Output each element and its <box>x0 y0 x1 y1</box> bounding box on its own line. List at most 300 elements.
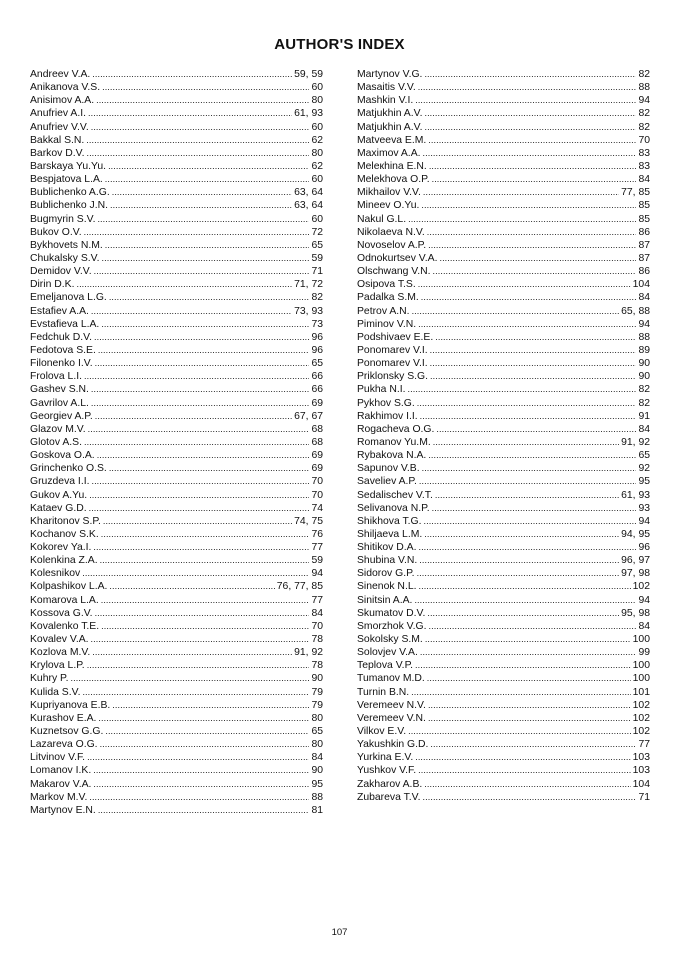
author-name: Bykhovets N.M. <box>30 239 103 251</box>
page-references: 77, 85 <box>621 187 650 199</box>
page-references: 88 <box>638 82 650 94</box>
author-name: Veremeev N.V. <box>357 699 426 711</box>
page-references: 71 <box>638 791 650 803</box>
dot-leader <box>86 147 309 160</box>
page-references: 68 <box>311 423 323 435</box>
page-references: 99 <box>638 647 650 659</box>
dot-leader <box>92 646 292 659</box>
index-entry <box>357 265 650 278</box>
dot-leader <box>98 712 309 725</box>
index-entry <box>357 436 650 449</box>
dot-leader <box>93 778 309 791</box>
dot-leader <box>419 475 637 488</box>
dot-leader <box>105 239 310 252</box>
dot-leader <box>417 567 620 580</box>
dot-leader <box>418 81 637 94</box>
index-entry <box>357 712 650 725</box>
author-name: Emeljanova L.G. <box>30 292 107 304</box>
dot-leader <box>423 791 637 804</box>
page-references: 95 <box>311 778 323 790</box>
index-entry <box>30 528 323 541</box>
page-references: 84 <box>638 423 650 435</box>
page-references: 77 <box>638 739 650 751</box>
dot-leader <box>430 738 636 751</box>
index-entry <box>357 449 650 462</box>
page-references: 97, 98 <box>621 568 650 580</box>
author-name: Bespjatova L.A. <box>30 174 103 186</box>
index-entry <box>357 725 650 738</box>
author-name: Gavrilov A.L. <box>30 397 89 409</box>
author-name: Fedchuk D.V. <box>30 331 92 343</box>
dot-leader <box>421 291 637 304</box>
index-entry <box>30 226 323 239</box>
page-references: 82 <box>311 292 323 304</box>
index-entry <box>30 423 323 436</box>
page-references: 73, 93 <box>294 305 323 317</box>
page-references: 77 <box>311 594 323 606</box>
page-references: 103 <box>632 765 650 777</box>
dot-leader <box>89 502 310 515</box>
dot-leader <box>89 791 309 804</box>
page-references: 69 <box>311 450 323 462</box>
index-entry <box>357 554 650 567</box>
page-references: 102 <box>632 726 650 738</box>
dot-leader <box>102 81 309 94</box>
page-references: 84 <box>638 174 650 186</box>
index-entry <box>30 344 323 357</box>
index-entry <box>357 383 650 396</box>
author-name: Nikolaeva N.V. <box>357 226 425 238</box>
index-entry <box>357 305 650 318</box>
index-entry <box>30 620 323 633</box>
author-name: Matjukhin A.V. <box>357 108 423 120</box>
author-name: Kuznetsov G.G. <box>30 726 104 738</box>
dot-leader <box>421 199 636 212</box>
author-name: Odnokurtsev V.A. <box>357 252 438 264</box>
author-name: Evstafieva L.A. <box>30 318 100 330</box>
index-entry <box>30 449 323 462</box>
dot-leader <box>110 199 292 212</box>
index-entry <box>30 502 323 515</box>
index-entry <box>357 226 650 239</box>
index-entry <box>357 68 650 81</box>
author-name: Sidorov G.P. <box>357 568 415 580</box>
index-column-left <box>30 68 323 817</box>
index-entry <box>357 699 650 712</box>
author-name: Nakul G.L. <box>357 213 407 225</box>
page-references: 67, 67 <box>294 410 323 422</box>
author-name: Teplova V.P. <box>357 660 414 672</box>
index-entry <box>357 475 650 488</box>
page-references: 86 <box>638 266 650 278</box>
index-entry <box>30 278 323 291</box>
page-references: 90 <box>311 765 323 777</box>
index-entry <box>30 594 323 607</box>
author-name: Markov M.V. <box>30 791 88 803</box>
author-name: Yurkina E.V. <box>357 752 414 764</box>
index-entry <box>30 147 323 160</box>
page-references: 94 <box>638 318 650 330</box>
page-references: 65 <box>638 450 650 462</box>
index-entry <box>357 738 650 751</box>
dot-leader <box>84 370 309 383</box>
page-references: 94 <box>311 568 323 580</box>
index-entry <box>30 791 323 804</box>
dot-leader <box>105 725 309 738</box>
author-name: Sokolsky S.M. <box>357 634 423 646</box>
author-name: Mikhailov V.V. <box>357 187 421 199</box>
page-references: 94, 95 <box>621 528 650 540</box>
dot-leader <box>100 554 310 567</box>
page-references: 63, 64 <box>294 200 323 212</box>
page-references: 84 <box>311 607 323 619</box>
author-name: Maximov A.A. <box>357 147 421 159</box>
dot-leader <box>430 357 637 370</box>
page-references: 76, 77, 85 <box>276 581 323 593</box>
index-entry <box>357 397 650 410</box>
page-references: 78 <box>311 634 323 646</box>
author-name: Zakharov A.B. <box>357 778 423 790</box>
author-name: Padalka S.M. <box>357 292 419 304</box>
page-references: 70 <box>311 489 323 501</box>
dot-leader <box>418 541 636 554</box>
author-name: Barkov D.V. <box>30 147 85 159</box>
page-references: 74, 75 <box>294 515 323 527</box>
dot-leader <box>94 331 309 344</box>
dot-leader <box>423 147 637 160</box>
page-references: 83 <box>638 147 650 159</box>
page-references: 94 <box>638 515 650 527</box>
author-name: Turnin B.N. <box>357 686 410 698</box>
index-entry <box>357 646 650 659</box>
dot-leader <box>91 121 310 134</box>
author-name: Novoselov A.P. <box>357 239 427 251</box>
author-name: Pykhov S.G. <box>357 397 415 409</box>
dot-leader <box>433 265 637 278</box>
page-references: 70 <box>311 476 323 488</box>
dot-leader <box>86 134 309 147</box>
dot-leader <box>429 620 637 633</box>
dot-leader <box>427 672 631 685</box>
dot-leader <box>87 751 309 764</box>
author-name: Shitikov D.A. <box>357 542 417 554</box>
index-entry <box>30 778 323 791</box>
dot-leader <box>91 305 292 318</box>
dot-leader <box>101 528 310 541</box>
page-references: 80 <box>311 712 323 724</box>
author-name: Bakkal S.N. <box>30 134 85 146</box>
page-references: 85 <box>638 213 650 225</box>
author-name: Filonenko I.V. <box>30 358 93 370</box>
page-references: 62 <box>311 160 323 172</box>
index-entry <box>30 659 323 672</box>
dot-leader <box>422 462 637 475</box>
index-entry <box>357 94 650 107</box>
index-entry <box>357 121 650 134</box>
dot-leader <box>429 160 637 173</box>
index-entry <box>357 239 650 252</box>
page-references: 80 <box>311 739 323 751</box>
dot-leader <box>109 580 274 593</box>
author-name: Kozlova M.V. <box>30 647 91 659</box>
author-name: Tumanov M.D. <box>357 673 425 685</box>
page-references: 73 <box>311 318 323 330</box>
index-entry <box>357 344 650 357</box>
author-name: Vilkov E.V. <box>357 726 407 738</box>
index-entry <box>357 515 650 528</box>
page-references: 82 <box>638 69 650 80</box>
index-entry <box>357 134 650 147</box>
author-name: Ponomarev V.I. <box>357 344 428 356</box>
index-entry <box>30 804 323 817</box>
dot-leader <box>98 344 310 357</box>
dot-leader <box>424 515 637 528</box>
page-references: 60 <box>311 82 323 94</box>
page-references: 89 <box>638 344 650 356</box>
author-name: Matjukhin A.V. <box>357 121 423 133</box>
dot-leader <box>95 607 310 620</box>
dot-leader <box>89 489 309 502</box>
page-references: 65 <box>311 726 323 738</box>
author-name: Matveeva E.M. <box>357 134 427 146</box>
index-entry <box>30 646 323 659</box>
dot-leader <box>95 410 292 423</box>
dot-leader <box>98 804 310 817</box>
index-entry <box>357 147 650 160</box>
dot-leader <box>428 712 631 725</box>
dot-leader <box>417 397 637 410</box>
dot-leader <box>101 620 309 633</box>
page-references: 69 <box>311 463 323 475</box>
author-name: Smorzhok V.G. <box>357 620 427 632</box>
page-references: 96 <box>638 542 650 554</box>
page-references: 69 <box>311 397 323 409</box>
dot-leader <box>427 226 637 239</box>
dot-leader <box>92 68 292 81</box>
index-entry <box>30 686 323 699</box>
index-entry <box>357 160 650 173</box>
dot-leader <box>430 370 636 383</box>
index-entry <box>30 68 323 81</box>
author-name: Sapunov V.B. <box>357 463 420 475</box>
dot-leader <box>71 672 310 685</box>
author-name: Kupriyanova E.B. <box>30 699 111 711</box>
page-references: 71 <box>311 266 323 278</box>
author-name: Romanov Yu.M. <box>357 436 431 448</box>
index-entry <box>30 699 323 712</box>
index-entry <box>357 580 650 593</box>
author-name: Andreev V.A. <box>30 69 91 80</box>
page-references: 59 <box>311 555 323 567</box>
index-entry <box>357 607 650 620</box>
dot-leader <box>419 580 631 593</box>
author-name: Masaitis V.V. <box>357 82 416 94</box>
author-name: Rakhimov I.I. <box>357 410 418 422</box>
index-entry <box>30 554 323 567</box>
index-entry <box>30 436 323 449</box>
index-entry <box>30 672 323 685</box>
author-name: Rogacheva O.G. <box>357 423 435 435</box>
dot-leader <box>97 449 310 462</box>
author-name: Kolenkina Z.A. <box>30 555 98 567</box>
author-name: Melekhova O.P. <box>357 174 430 186</box>
author-name: Sinitsin A.A. <box>357 594 413 606</box>
dot-leader <box>418 764 631 777</box>
index-entry <box>30 199 323 212</box>
index-entry <box>30 331 323 344</box>
page-references: 84 <box>638 292 650 304</box>
dot-leader <box>91 397 310 410</box>
page-references: 68 <box>311 436 323 448</box>
index-entry <box>30 318 323 331</box>
dot-leader <box>432 502 637 515</box>
page-references: 86 <box>638 226 650 238</box>
author-name: Kolpashikov L.A. <box>30 581 108 593</box>
author-name: Makarov V.A. <box>30 778 92 790</box>
dot-leader <box>428 449 636 462</box>
index-entry <box>357 81 650 94</box>
dot-leader <box>419 554 619 567</box>
author-name: Bugmyrin S.V. <box>30 213 96 225</box>
author-name: Sinenok N.L. <box>357 581 417 593</box>
page-references: 94 <box>638 95 650 107</box>
dot-leader <box>112 699 309 712</box>
dot-leader <box>101 594 310 607</box>
dot-leader <box>102 252 310 265</box>
index-entry <box>30 725 323 738</box>
index-entry <box>357 107 650 120</box>
author-name: Gruzdeva I.I. <box>30 476 90 488</box>
index-entry <box>30 397 323 410</box>
author-name: Pukha N.I. <box>357 384 406 396</box>
author-name: Kochanov S.K. <box>30 528 99 540</box>
page-references: 80 <box>311 95 323 107</box>
author-name: Lazareva O.G. <box>30 739 98 751</box>
page-references: 88 <box>311 791 323 803</box>
dot-leader <box>93 764 309 777</box>
index-entry <box>30 712 323 725</box>
dot-leader <box>428 134 636 147</box>
index-entry <box>357 370 650 383</box>
author-name: Bublichenko A.G. <box>30 187 110 199</box>
page-references: 94 <box>638 594 650 606</box>
index-entry <box>30 134 323 147</box>
page-references: 102 <box>632 581 650 593</box>
author-name: Bublichenko J.N. <box>30 200 108 212</box>
page-references: 61, 93 <box>294 108 323 120</box>
index-entry <box>357 659 650 672</box>
index-entry <box>30 633 323 646</box>
index-entry <box>357 567 650 580</box>
page-references: 85 <box>638 200 650 212</box>
author-name: Meleкhina E.N. <box>357 160 427 172</box>
dot-leader <box>91 383 310 396</box>
author-name: Frolova L.I. <box>30 371 82 383</box>
author-name: Kovalev V.A. <box>30 634 89 646</box>
author-name: Veremeev V.N. <box>357 712 426 724</box>
page-references: 88 <box>638 331 650 343</box>
index-entry <box>30 305 323 318</box>
index-entry <box>30 738 323 751</box>
page-references: 91 <box>638 410 650 422</box>
index-entry <box>357 291 650 304</box>
author-name: Zubareva T.V. <box>357 791 421 803</box>
index-entry <box>30 94 323 107</box>
index-entry <box>30 475 323 488</box>
page-references: 60 <box>311 213 323 225</box>
author-name: Dirin D.K. <box>30 279 75 291</box>
dot-leader <box>424 778 630 791</box>
index-entry <box>357 331 650 344</box>
index-entry <box>30 81 323 94</box>
page-references: 84 <box>311 752 323 764</box>
page-number: 107 <box>331 927 348 938</box>
dot-leader <box>91 633 310 646</box>
page-references: 66 <box>311 371 323 383</box>
dot-leader <box>412 305 620 318</box>
dot-leader <box>91 475 309 488</box>
page-references: 78 <box>311 660 323 672</box>
page-references: 91, 92 <box>294 647 323 659</box>
index-entry <box>30 607 323 620</box>
dot-leader <box>424 68 636 81</box>
dot-leader <box>435 489 619 502</box>
author-name: Anikanova V.S. <box>30 82 101 94</box>
page-references: 103 <box>632 752 650 764</box>
index-entry <box>357 778 650 791</box>
dot-leader <box>84 226 310 239</box>
author-name: Kokorev Ya.I. <box>30 542 92 554</box>
author-name: Kulida S.V. <box>30 686 81 698</box>
page-references: 60 <box>311 174 323 186</box>
index-entry <box>357 186 650 199</box>
page-references: 63, 64 <box>294 187 323 199</box>
author-name: Fedotova S.E. <box>30 344 96 356</box>
index-entry <box>357 528 650 541</box>
author-name: Lomanov I.K. <box>30 765 92 777</box>
dot-leader <box>415 659 631 672</box>
index-entry <box>30 462 323 475</box>
index-entry <box>357 213 650 226</box>
index-entry <box>30 107 323 120</box>
page-references: 90 <box>638 358 650 370</box>
author-name: Kataev G.D. <box>30 502 87 514</box>
index-entry <box>30 410 323 423</box>
dot-leader <box>423 186 619 199</box>
page-references: 62 <box>311 134 323 146</box>
index-entry <box>30 580 323 593</box>
page-references: 84 <box>638 620 650 632</box>
author-name: Kuhry P. <box>30 673 69 685</box>
author-name: Kurashov E.A. <box>30 712 97 724</box>
dot-leader <box>408 383 637 396</box>
author-name: Kharitonov S.P. <box>30 515 101 527</box>
dot-leader <box>82 567 309 580</box>
author-name: Anufriev A.I. <box>30 108 87 120</box>
dot-leader <box>100 738 310 751</box>
index-entry <box>357 423 650 436</box>
index-entry <box>30 357 323 370</box>
index-entry <box>30 186 323 199</box>
page-references: 79 <box>311 686 323 698</box>
author-name: Priklonsky S.G. <box>357 371 429 383</box>
index-entry <box>357 318 650 331</box>
dot-leader <box>112 186 292 199</box>
index-entry <box>357 764 650 777</box>
page-references: 96, 97 <box>621 555 650 567</box>
dot-leader <box>88 107 292 120</box>
author-name: Yakushkin G.D. <box>357 739 429 751</box>
